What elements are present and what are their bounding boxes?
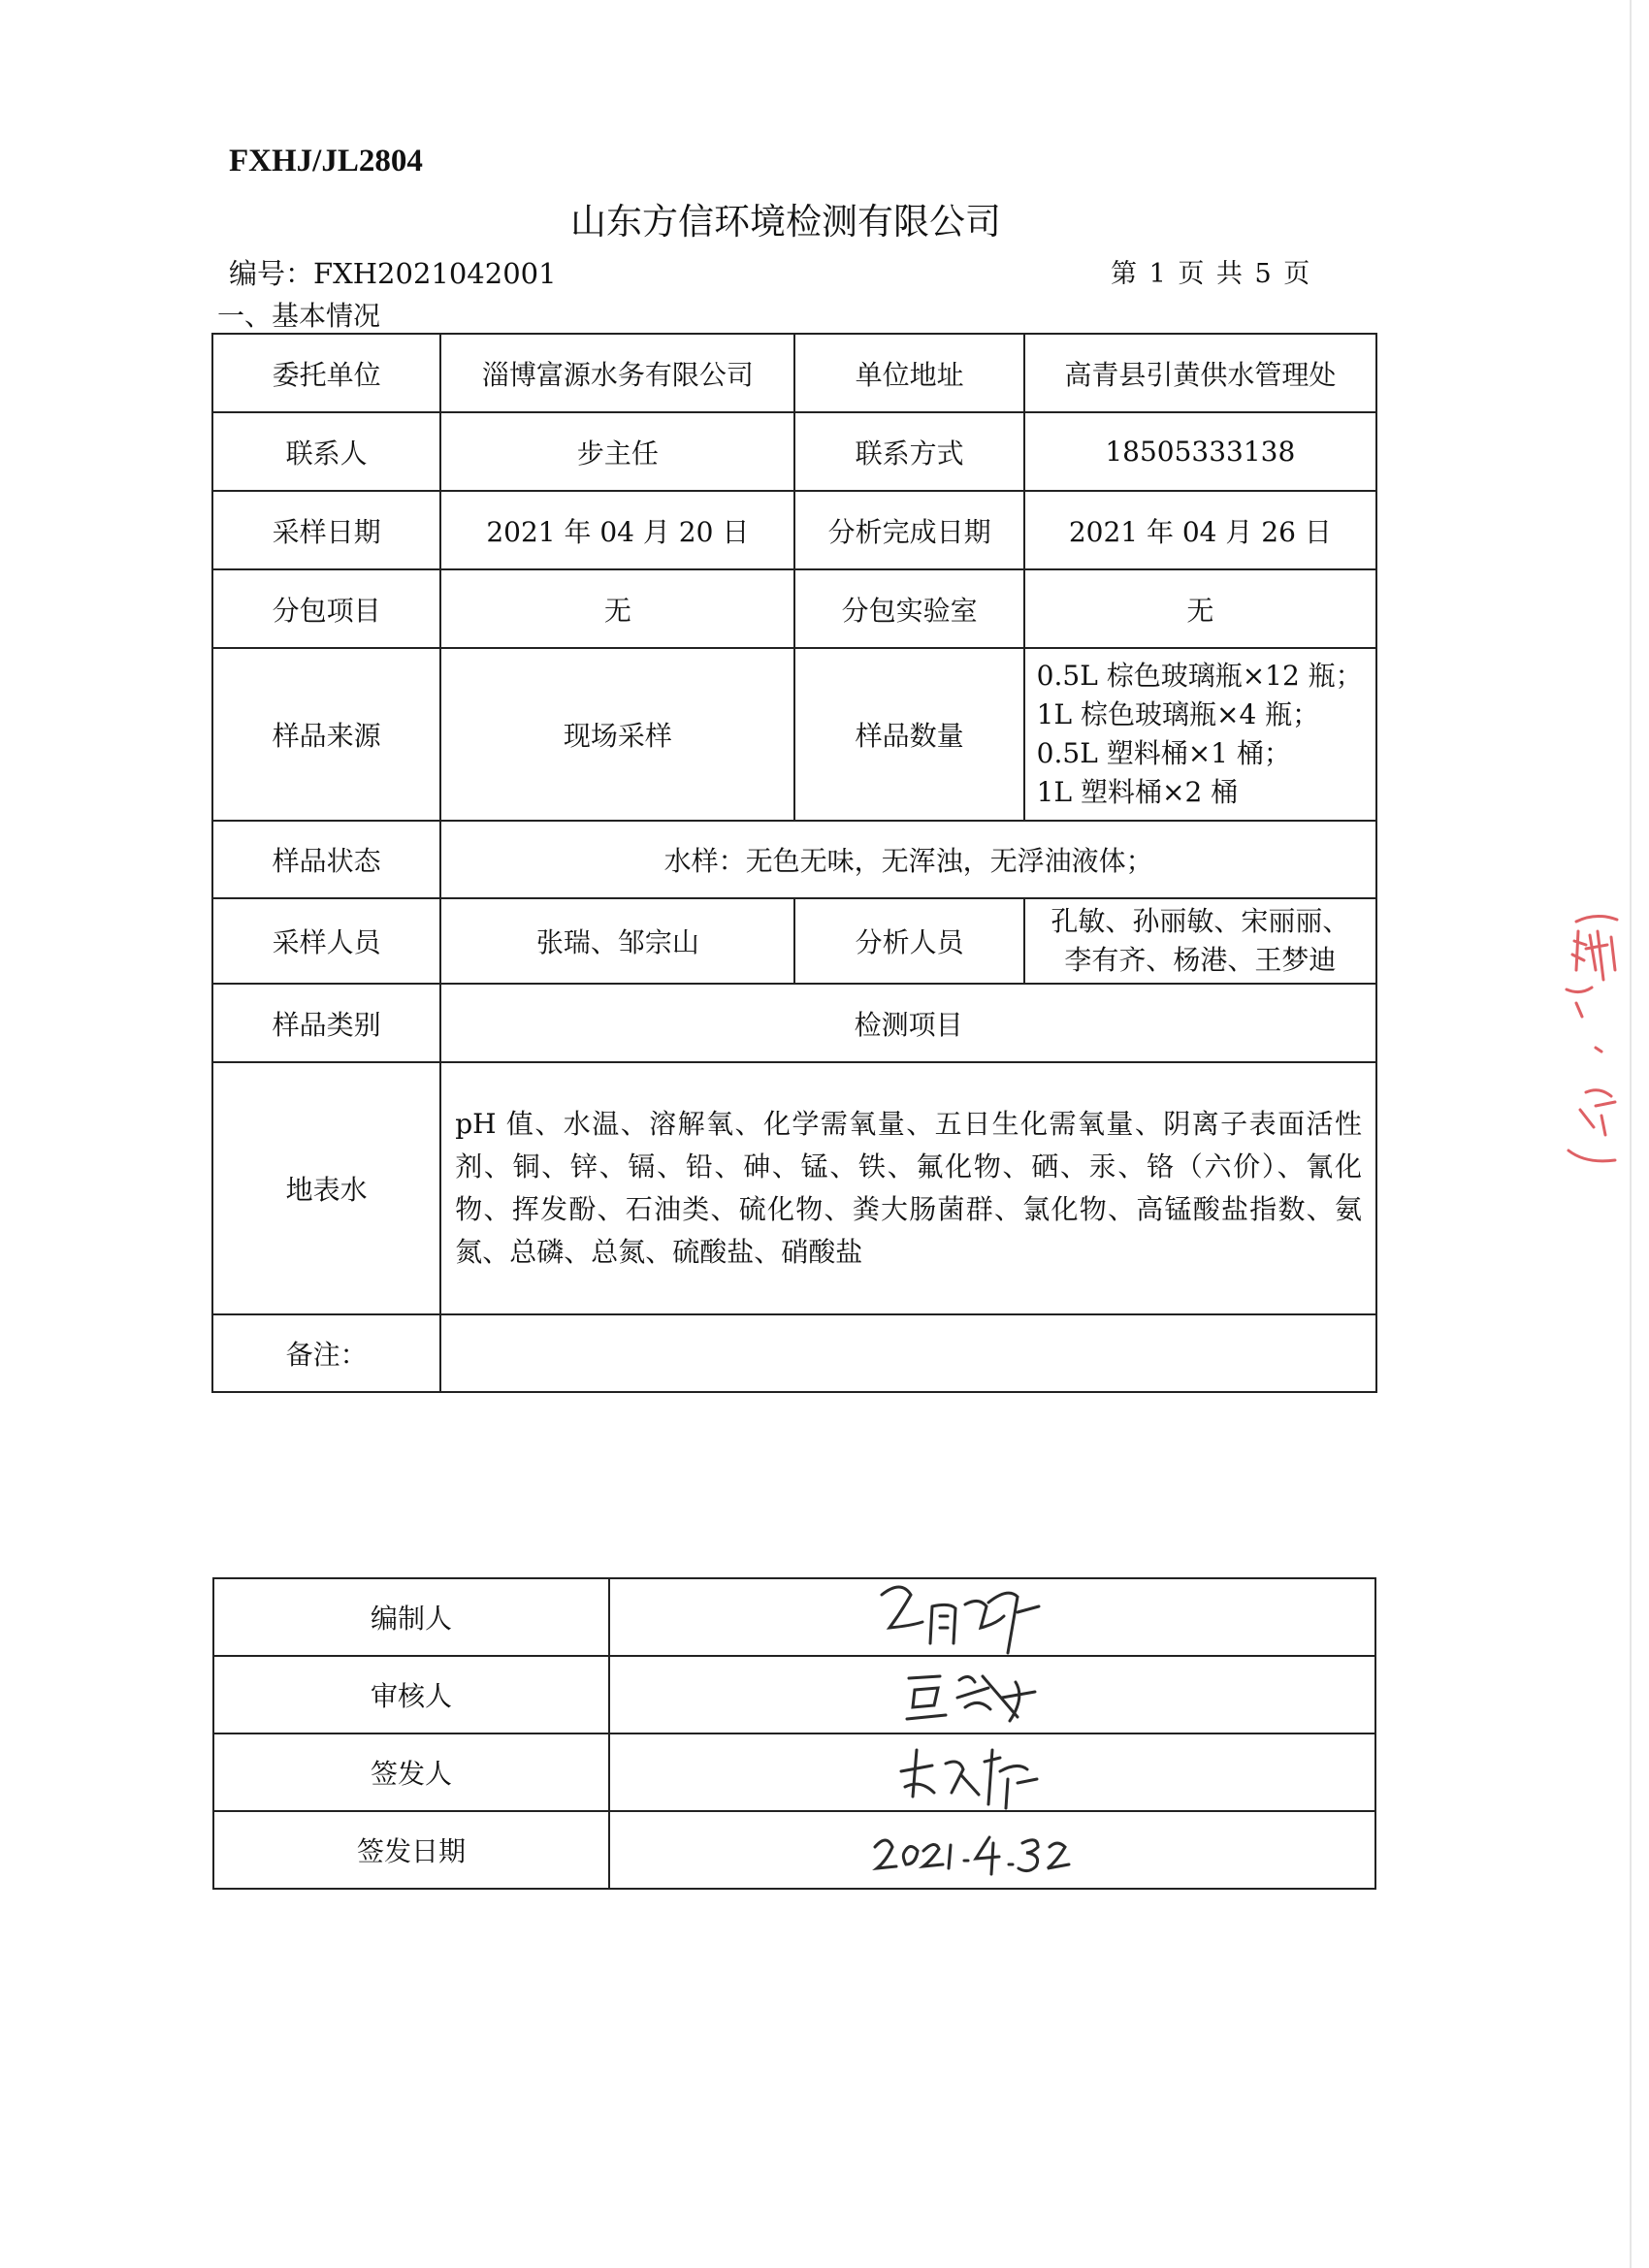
document-code: FXHJ/JL2804 xyxy=(229,144,423,178)
sample-qty-line: 1L 塑料桶×2 桶 xyxy=(1036,776,1239,808)
analyst-label: 分析人员 xyxy=(794,898,1023,984)
table-row xyxy=(212,1314,1376,1392)
table-row xyxy=(212,821,1376,898)
analysis-date-value: 2021 年 04 月 26 日 xyxy=(1024,491,1376,569)
table-row xyxy=(212,334,1376,412)
contact-value: 步主任 xyxy=(440,412,794,491)
sample-source-value: 现场采样 xyxy=(440,648,794,821)
table-row xyxy=(213,1578,1375,1656)
sample-state-label: 样品状态 xyxy=(212,821,440,898)
table-row xyxy=(213,1811,1375,1889)
basic-info-table xyxy=(211,333,1377,1393)
sampler-value: 张瑞、邹宗山 xyxy=(440,898,794,984)
table-row xyxy=(212,984,1376,1062)
sampling-date-value: 2021 年 04 月 20 日 xyxy=(440,491,794,569)
page-info: 第 1 页 共 5 页 xyxy=(1111,259,1312,289)
preparer-signature-cell xyxy=(609,1578,1375,1656)
table-row xyxy=(213,1733,1375,1811)
table-row xyxy=(212,898,1376,984)
phone-value: 18505333138 xyxy=(1024,412,1376,491)
analyst-value xyxy=(1024,898,1376,984)
table-row xyxy=(212,491,1376,569)
issue-date-handwriting-icon xyxy=(867,1818,1100,1886)
subcontract-item-label: 分包项目 xyxy=(212,569,440,648)
table-row xyxy=(212,569,1376,648)
address-label: 单位地址 xyxy=(794,334,1023,412)
reviewer-label: 审核人 xyxy=(213,1656,609,1733)
sample-qty-label: 样品数量 xyxy=(794,648,1023,821)
category-label: 样品类别 xyxy=(212,984,440,1062)
company-title: 山东方信环境检测有限公司 xyxy=(570,201,1001,243)
subcontract-item-value: 无 xyxy=(440,569,794,648)
section-title: 一、基本情况 xyxy=(217,300,381,332)
scan-edge xyxy=(1630,0,1632,2268)
sample-source-label: 样品来源 xyxy=(212,648,440,821)
table-row xyxy=(212,648,1376,821)
sample-qty-line: 1L 棕色玻璃瓶×4 瓶； xyxy=(1036,698,1320,730)
sample-qty-line: 0.5L 塑料桶×1 桶； xyxy=(1036,737,1291,769)
issuer-signature-cell xyxy=(609,1733,1375,1811)
sample-state-value: 水样：无色无味，无浑浊，无浮油液体； xyxy=(440,821,1376,898)
subcontract-lab-value: 无 xyxy=(1024,569,1376,648)
issue-date-label: 签发日期 xyxy=(213,1811,609,1889)
issue-date-signature-cell xyxy=(609,1811,1375,1889)
sampling-date-label: 采样日期 xyxy=(212,491,440,569)
water-type: 地表水 xyxy=(212,1062,440,1314)
analyst-line: 李有齐、杨港、王梦迪 xyxy=(1064,944,1337,976)
preparer-signature-icon xyxy=(872,1568,1056,1665)
subcontract-lab-label: 分包实验室 xyxy=(794,569,1023,648)
analysis-date-label: 分析完成日期 xyxy=(794,491,1023,569)
contact-label: 联系人 xyxy=(212,412,440,491)
reviewer-signature-icon xyxy=(901,1659,1056,1736)
test-items: pH 值、水温、溶解氧、化学需氧量、五日生化需氧量、阴离子表面活性剂、铜、锌、镉、铅、砷、锰、铁、氟化物、硒、汞、铬（六价）、氰化物、挥发酚、石油类、硫化物、粪大肠菌群、氯化物、高锰酸盐指数、氨氮、总磷、总氮、硫酸盐、硝酸盐 xyxy=(440,1062,1376,1314)
remark-label: 备注： xyxy=(212,1314,440,1392)
issuer-label: 签发人 xyxy=(213,1733,609,1811)
client-value: 淄博富源水务有限公司 xyxy=(440,334,794,412)
signature-table xyxy=(212,1577,1376,1890)
table-row xyxy=(213,1656,1375,1733)
table-row xyxy=(212,412,1376,491)
analyst-line: 孔敏、孙丽敏、宋丽丽、 xyxy=(1051,905,1350,937)
remark-value xyxy=(440,1314,1376,1392)
reviewer-signature-cell xyxy=(609,1656,1375,1733)
preparer-label: 编制人 xyxy=(213,1578,609,1656)
address-value: 高青县引黄供水管理处 xyxy=(1024,334,1376,412)
issuer-signature-icon xyxy=(891,1736,1056,1814)
client-label: 委托单位 xyxy=(212,334,440,412)
serial-number: 编号：FXH2021042001 xyxy=(229,257,557,290)
sampler-label: 采样人员 xyxy=(212,898,440,984)
phone-label: 联系方式 xyxy=(794,412,1023,491)
table-row xyxy=(212,1062,1376,1314)
items-label: 检测项目 xyxy=(440,984,1376,1062)
sample-qty-line: 0.5L 棕色玻璃瓶×12 瓶； xyxy=(1036,660,1363,692)
sample-qty-value xyxy=(1024,648,1376,821)
red-seal-stamp-icon xyxy=(1557,902,1625,1213)
